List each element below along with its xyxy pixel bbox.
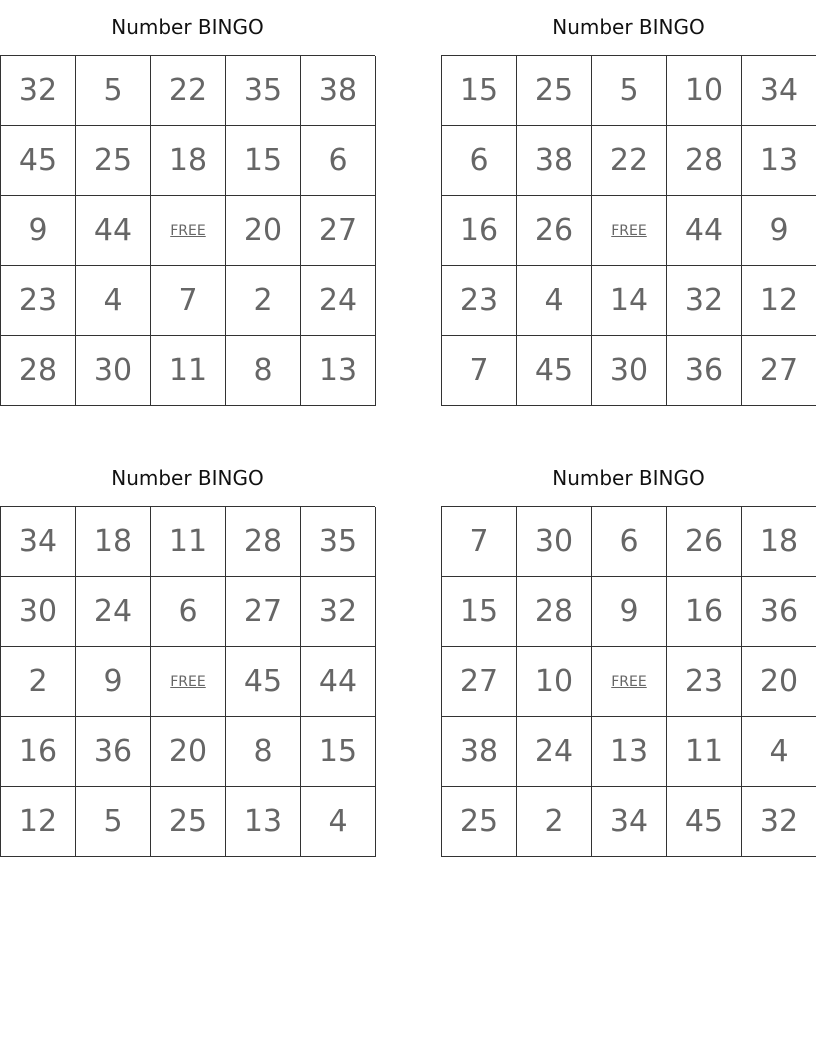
bingo-grid <box>0 55 375 406</box>
bingo-cell: 23 <box>667 647 742 717</box>
bingo-cell: 44 <box>76 196 151 266</box>
bingo-cell: 23 <box>1 266 76 336</box>
card-title: Number BINGO <box>552 15 705 39</box>
bingo-cell: 38 <box>301 56 376 126</box>
bingo-cell: 2 <box>226 266 301 336</box>
bingo-card-4 <box>441 451 816 857</box>
bingo-cell: 8 <box>226 336 301 406</box>
bingo-cell: 6 <box>442 126 517 196</box>
bingo-cell: 32 <box>1 56 76 126</box>
bingo-cell: 2 <box>1 647 76 717</box>
bingo-cell: 20 <box>151 717 226 787</box>
bingo-cell: 18 <box>76 507 151 577</box>
bingo-cell: 36 <box>667 336 742 406</box>
bingo-cell: 11 <box>667 717 742 787</box>
card-title: Number BINGO <box>111 15 264 39</box>
bingo-cell: 36 <box>76 717 151 787</box>
bingo-cell: 15 <box>442 577 517 647</box>
bingo-cell: 7 <box>442 336 517 406</box>
bingo-cell: 5 <box>76 787 151 857</box>
bingo-cell: 27 <box>442 647 517 717</box>
bingo-cell: 5 <box>592 56 667 126</box>
bingo-cell: 16 <box>667 577 742 647</box>
bingo-cell: 28 <box>517 577 592 647</box>
bingo-cell: 30 <box>1 577 76 647</box>
bingo-cell: 13 <box>226 787 301 857</box>
bingo-cell: 24 <box>76 577 151 647</box>
bingo-cell: 7 <box>151 266 226 336</box>
free-cell: FREE <box>151 196 226 266</box>
free-cell: FREE <box>592 647 667 717</box>
bingo-cell: 20 <box>226 196 301 266</box>
bingo-cell: 8 <box>226 717 301 787</box>
bingo-cell: 15 <box>226 126 301 196</box>
bingo-card-3 <box>0 451 375 857</box>
bingo-cell: 45 <box>226 647 301 717</box>
bingo-cell: 12 <box>742 266 816 336</box>
bingo-cell: 9 <box>76 647 151 717</box>
bingo-cell: 18 <box>742 507 816 577</box>
bingo-cell: 9 <box>592 577 667 647</box>
bingo-cell: 35 <box>226 56 301 126</box>
bingo-cell: 13 <box>742 126 816 196</box>
bingo-cell: 16 <box>1 717 76 787</box>
bingo-cell: 25 <box>151 787 226 857</box>
bingo-cell: 28 <box>1 336 76 406</box>
bingo-cell: 9 <box>742 196 816 266</box>
bingo-cell: 4 <box>517 266 592 336</box>
bingo-cell: 30 <box>517 507 592 577</box>
bingo-cell: 30 <box>76 336 151 406</box>
bingo-cell: 34 <box>742 56 816 126</box>
bingo-cell: 20 <box>742 647 816 717</box>
bingo-cell: 22 <box>151 56 226 126</box>
bingo-cell: 18 <box>151 126 226 196</box>
bingo-cell: 14 <box>592 266 667 336</box>
bingo-cell: 6 <box>592 507 667 577</box>
card-title: Number BINGO <box>111 466 264 490</box>
bingo-cell: 27 <box>301 196 376 266</box>
bingo-cell: 15 <box>442 56 517 126</box>
bingo-cell: 12 <box>1 787 76 857</box>
bingo-cell: 25 <box>517 56 592 126</box>
bingo-cell: 13 <box>592 717 667 787</box>
bingo-cell: 11 <box>151 336 226 406</box>
bingo-cell: 22 <box>592 126 667 196</box>
bingo-cell: 32 <box>301 577 376 647</box>
bingo-cell: 2 <box>517 787 592 857</box>
bingo-cell: 15 <box>301 717 376 787</box>
bingo-cell: 34 <box>592 787 667 857</box>
bingo-cell: 6 <box>151 577 226 647</box>
bingo-cell: 26 <box>517 196 592 266</box>
bingo-cell: 44 <box>667 196 742 266</box>
bingo-cell: 38 <box>442 717 517 787</box>
bingo-cell: 10 <box>517 647 592 717</box>
bingo-cell: 38 <box>517 126 592 196</box>
bingo-cell: 28 <box>226 507 301 577</box>
bingo-cell: 5 <box>76 56 151 126</box>
bingo-cell: 45 <box>517 336 592 406</box>
bingo-grid <box>0 506 375 857</box>
bingo-cell: 24 <box>517 717 592 787</box>
bingo-cell: 32 <box>667 266 742 336</box>
bingo-cell: 6 <box>301 126 376 196</box>
bingo-cell: 4 <box>742 717 816 787</box>
bingo-cell: 45 <box>667 787 742 857</box>
bingo-cell: 11 <box>151 507 226 577</box>
bingo-grid <box>441 506 816 857</box>
bingo-cell: 9 <box>1 196 76 266</box>
bingo-cell: 7 <box>442 507 517 577</box>
bingo-card-2 <box>441 0 816 406</box>
bingo-cell: 28 <box>667 126 742 196</box>
bingo-cell: 26 <box>667 507 742 577</box>
bingo-cell: 4 <box>76 266 151 336</box>
bingo-cell: 23 <box>442 266 517 336</box>
bingo-grid <box>441 55 816 406</box>
free-cell: FREE <box>151 647 226 717</box>
bingo-cell: 45 <box>1 126 76 196</box>
bingo-cell: 10 <box>667 56 742 126</box>
bingo-cell: 34 <box>1 507 76 577</box>
bingo-cell: 27 <box>226 577 301 647</box>
bingo-cell: 13 <box>301 336 376 406</box>
bingo-cell: 36 <box>742 577 816 647</box>
free-cell: FREE <box>592 196 667 266</box>
bingo-cell: 16 <box>442 196 517 266</box>
bingo-cell: 24 <box>301 266 376 336</box>
bingo-cell: 25 <box>76 126 151 196</box>
bingo-cell: 32 <box>742 787 816 857</box>
bingo-card-1 <box>0 0 375 406</box>
card-title: Number BINGO <box>552 466 705 490</box>
bingo-cell: 44 <box>301 647 376 717</box>
bingo-cell: 4 <box>301 787 376 857</box>
bingo-cell: 25 <box>442 787 517 857</box>
bingo-cell: 35 <box>301 507 376 577</box>
bingo-cell: 30 <box>592 336 667 406</box>
bingo-cell: 27 <box>742 336 816 406</box>
